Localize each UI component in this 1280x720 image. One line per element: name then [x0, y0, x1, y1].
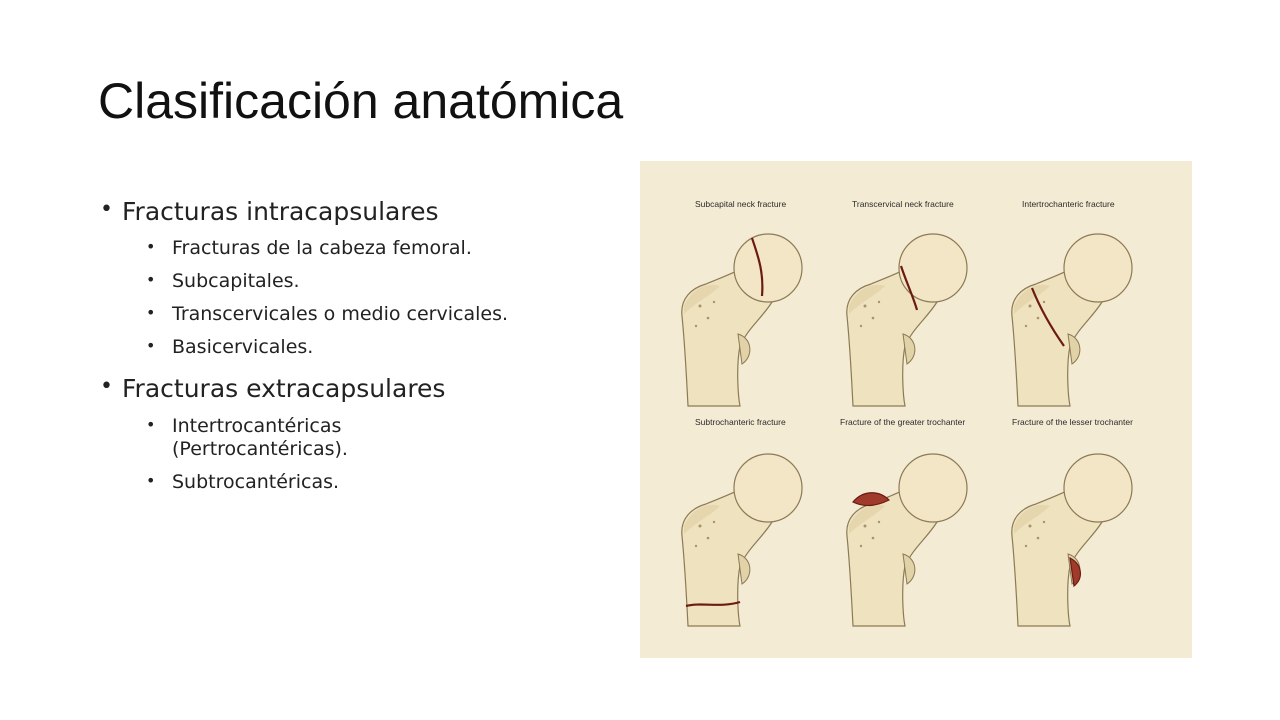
bullet-icon: •: [146, 335, 156, 355]
section-heading-text: Fracturas intracapsulares: [122, 197, 439, 226]
list-item: [100, 415, 640, 463]
figure-label-subcapital: Subcapital neck fracture: [695, 199, 787, 209]
slide-title: Clasificación anatómica: [98, 73, 624, 129]
figure-label-greater-trochanter: Fracture of the greater trochanter: [840, 417, 966, 427]
bullet-icon: •: [100, 197, 113, 222]
list-item: [100, 237, 640, 261]
figure-label-lesser-trochanter: Fracture of the lesser trochanter: [1012, 417, 1133, 427]
femur-transcervical: [847, 234, 967, 406]
section-heading-extracapsular: [100, 373, 640, 404]
list-item: [100, 471, 640, 495]
list-item-text: Transcervicales o medio cervicales.: [172, 302, 509, 325]
list-item: [100, 303, 640, 327]
bullet-icon: •: [146, 270, 156, 289]
bullet-icon: •: [146, 414, 156, 434]
femur-lesser-trochanter: [1012, 454, 1132, 626]
bullet-icon: •: [146, 471, 156, 490]
extracapsular-list: [100, 415, 640, 495]
list-item-text: Basicervicales.: [172, 335, 314, 358]
femur-intertrochanteric: [1012, 234, 1132, 406]
intracapsular-list: [100, 237, 640, 359]
list-item: [100, 270, 640, 294]
bullet-icon: •: [146, 302, 156, 322]
femur-fracture-illustration: [640, 161, 1192, 658]
femur-drawings: [640, 161, 1192, 658]
bullet-icon: •: [146, 237, 156, 257]
bullet-content: [100, 196, 640, 509]
list-item-text: Fracturas de la cabeza femoral.: [172, 237, 472, 260]
list-item: [100, 336, 640, 360]
section-heading-intracapsular: [100, 196, 640, 227]
section-heading-text: Fracturas extracapsulares: [122, 374, 446, 404]
list-item-text: Subtrocantéricas.: [172, 471, 340, 493]
figure-label-subtrochanteric: Subtrochanteric fracture: [695, 417, 786, 427]
femur-subcapital: [682, 234, 802, 406]
figure-label-intertrochanteric: Intertrochanteric fracture: [1022, 199, 1115, 209]
femur-subtrochanteric: [682, 454, 802, 626]
list-item-text: Intertrocantéricas (Pertrocantéricas).: [172, 414, 348, 461]
list-item-text: Subcapitales.: [172, 270, 300, 292]
femur-greater-trochanter: [847, 454, 967, 626]
bullet-icon: •: [100, 374, 113, 400]
figure-label-transcervical: Transcervical neck fracture: [852, 199, 954, 209]
